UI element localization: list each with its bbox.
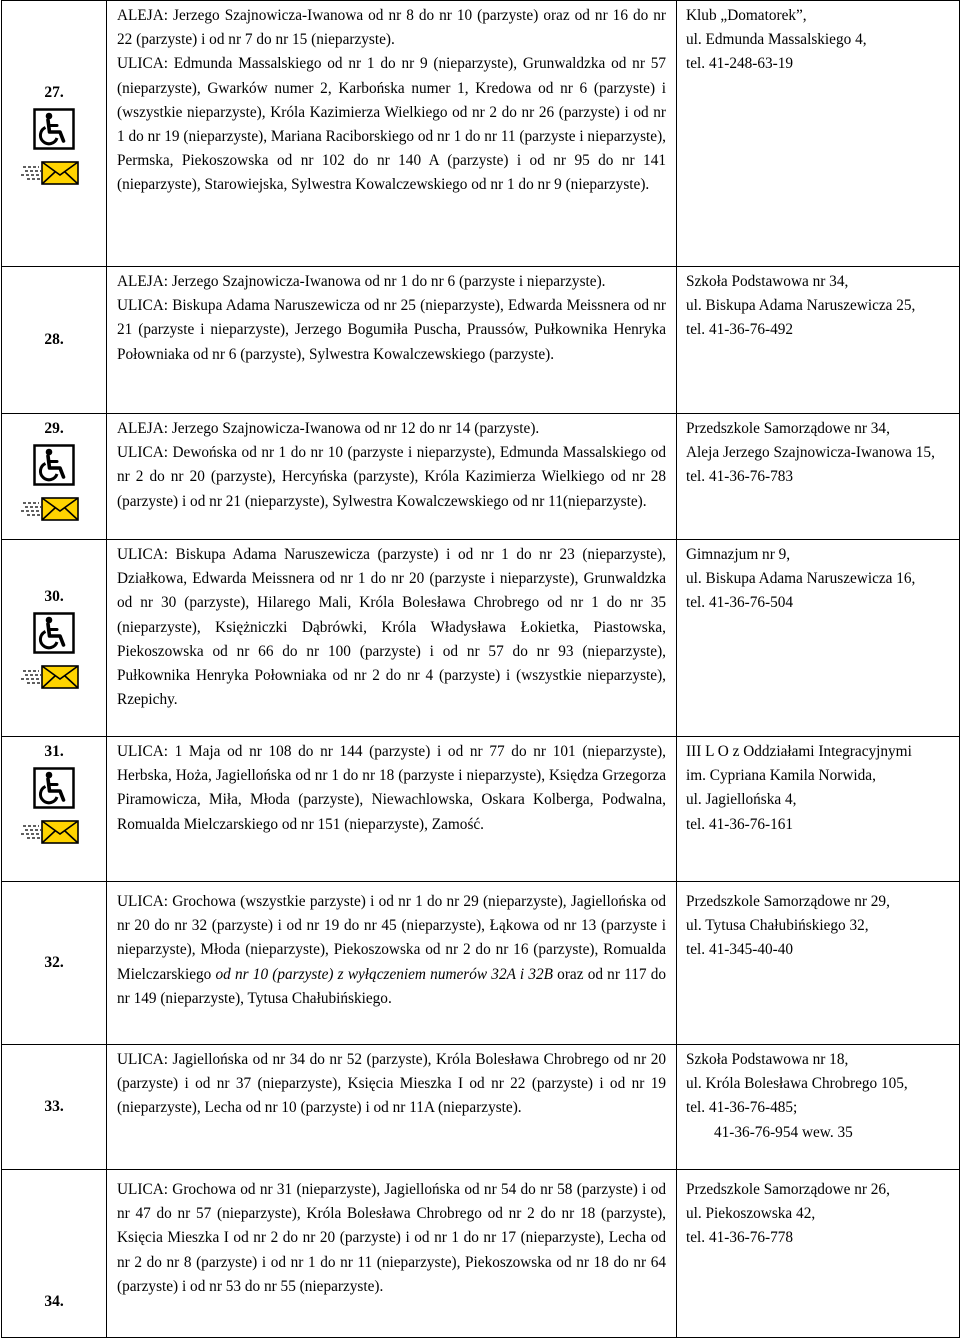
- station-address: ul. Biskupa Adama Naruszewicza 25,: [686, 297, 916, 315]
- paragraph-text: Dewońska od nr 1 do nr 10 (parzyste i nieparzyste), Edmunda Massalskiego od nr 2 do nr 20 (parzyste), Hercyńska (parzyste), Króla Kazimierza Wielkiego od nr 28 (parzyste) i od nr 21 (nieparzyste), Sylwestra Kowalczewskiego od nr 11(nieparzyste).: [117, 444, 666, 510]
- station-phone: tel. 41-36-76-778: [686, 1229, 794, 1247]
- paragraph-italic-note: od nr 10 (parzyste) z wyłączeniem numerów 32A i 32B: [215, 965, 553, 983]
- district-number: 28.: [44, 331, 64, 348]
- district-streets-cell: [107, 882, 677, 1045]
- district-streets-cell: [107, 1170, 677, 1338]
- street-paragraph: [117, 417, 666, 441]
- paragraph-text: Grochowa (wszystkie parzyste) i od nr 1 do nr 29 (nieparzyste), Jagiellońska od nr 20 do nr 32 (parzyste) i od nr 19 do nr 45 (nieparzyste), Łąkowa od nr 13 (parzyste i nieparzyste), Młoda (nieparzyste), Piekoszowska od nr 2 do nr 16 (parzyste), Romualda Mielczarskiego: [117, 893, 666, 983]
- polling-districts-table: [1, 0, 960, 1338]
- polling-station-cell: [677, 267, 960, 414]
- street-paragraph: [117, 441, 666, 514]
- district-number: 32.: [44, 954, 64, 971]
- mail-envelope-icon: [21, 819, 81, 845]
- polling-station-cell: [677, 737, 960, 882]
- district-number-cell: [2, 1170, 107, 1338]
- paragraph-text: Jerzego Szajnowicza-Iwanowa od nr 8 do nr 10 (parzyste) oraz od nr 16 do nr 22 (parzyste) i od nr 7 do nr 15 (nieparzyste).: [117, 7, 666, 49]
- table-row: [2, 1045, 960, 1170]
- district-number-cell: [2, 1, 107, 267]
- district-streets-cell: [107, 1045, 677, 1170]
- paragraph-tail: oraz od nr 117 do nr 149 (nieparzyste), Tytusa Chałubińskiego.: [117, 965, 666, 1007]
- station-name: Szkoła Podstawowa nr 18,: [686, 1051, 849, 1068]
- paragraph-text: Biskupa Adama Naruszewicza (parzyste) i od nr 1 do nr 23 (nieparzyste), Działkowa, Edwarda Meissnera od nr 1 do nr 20 (parzyste i nieparzyste), Grunwaldzka od nr 30 (parzyste), Hilarego Mali, Króla Bolesława Chrobrego od nr 1 do nr 35 (nieparzyste), Księżniczki Dąbrówki, Króla Władysława Łokietka, Piastowska, Piekoszowska od nr 66 do nr 100 (parzyste) i od nr 57 do nr 93 (nieparzyste), Pułkownika Henryka Połowniaka od nr 2 do nr 4 (parzyste) i (wszystkie nieparzyste), Rzepichy.: [117, 546, 666, 709]
- paragraph-text: Biskupa Adama Naruszewicza od nr 25 (nieparzyste), Edwarda Meissnera od nr 21 (parzyste i nieparzyste), Jerzego Bogumiła Puscha, Praussów, Pułkownika Henryka Połowniaka od nr 6 (parzyste), Sylwestra Kowalczewskiego (parzyste).: [117, 297, 666, 363]
- district-number: 33.: [44, 1098, 64, 1115]
- station-phone: tel. 41-36-76-161: [686, 815, 794, 833]
- polling-station-cell: [677, 1170, 960, 1338]
- station-address: ul. Króla Bolesława Chrobrego 105,: [686, 1075, 908, 1093]
- street-paragraph: [117, 4, 666, 52]
- district-number: 34.: [44, 1293, 64, 1310]
- street-paragraph: [117, 890, 666, 1011]
- paragraph-text: 1 Maja od nr 108 do nr 144 (parzyste) i od nr 77 do nr 101 (nieparzyste), Herbska, Hoża, Jagiellońska od nr 1 do nr 18 (parzyste i nieparzyste), Księdza Grzegorza Piramowicza, Miła, Młoda (parzyste), Niewachlowska, Oskara Kolberga, Podwalna, Romualda Mielczarskiego od nr 151 (nieparzyste), Zamość.: [117, 743, 666, 833]
- street-paragraph: [117, 1178, 666, 1299]
- wheelchair-icon: [33, 444, 75, 486]
- table-row: [2, 267, 960, 414]
- table-row: [2, 882, 960, 1045]
- mail-envelope-icon: [21, 160, 81, 186]
- street-paragraph: [117, 270, 666, 294]
- district-number-cell: [2, 737, 107, 882]
- paragraph-lead: ALEJA:: [117, 7, 168, 24]
- district-number-cell: [2, 414, 107, 540]
- district-streets-cell: [107, 1, 677, 267]
- polling-station-cell: [677, 1, 960, 267]
- station-phone: tel. 41-36-76-783: [686, 468, 794, 486]
- paragraph-lead: ULICA:: [117, 55, 168, 73]
- district-number-cell: [2, 1045, 107, 1170]
- station-phone-extra: 41-36-76-954 wew. 35: [714, 1123, 853, 1141]
- district-number-cell: [2, 882, 107, 1045]
- paragraph-text: Jagiellońska od nr 34 do nr 52 (parzyste), Króla Bolesława Chrobrego od nr 20 (parzyste) i od nr 37 (nieparzyste), Księcia Mieszka I od nr 22 (parzyste) i od nr 19 (nieparzyste), Lecha od nr 10 (parzyste) i od nr 11A (nieparzyste).: [117, 1051, 666, 1117]
- street-paragraph: [117, 1048, 666, 1121]
- station-name: III L O z Oddziałami Integracyjnymi: [686, 743, 912, 760]
- street-paragraph: [117, 543, 666, 712]
- wheelchair-icon: [33, 767, 75, 809]
- district-number: 29.: [44, 420, 64, 437]
- station-address: ul. Jagiellońska 4,: [686, 791, 797, 809]
- district-number: 31.: [44, 743, 64, 760]
- table-row: [2, 1, 960, 267]
- table-row: [2, 1170, 960, 1338]
- table-row: [2, 540, 960, 737]
- paragraph-lead: ULICA:: [117, 1181, 168, 1198]
- polling-station-cell: [677, 1045, 960, 1170]
- station-address: ul. Piekoszowska 42,: [686, 1205, 816, 1223]
- polling-station-cell: [677, 414, 960, 540]
- district-streets-cell: [107, 267, 677, 414]
- paragraph-text: Jerzego Szajnowicza-Iwanowa od nr 1 do nr 6 (parzyste i nieparzyste).: [168, 273, 606, 290]
- district-streets-cell: [107, 414, 677, 540]
- district-number: 30.: [44, 588, 64, 605]
- station-name: Klub „Domatorek”,: [686, 7, 807, 24]
- street-paragraph: [117, 294, 666, 367]
- district-streets-cell: [107, 540, 677, 737]
- station-phone: tel. 41-36-76-492: [686, 321, 794, 339]
- district-number: 27.: [44, 83, 64, 101]
- street-paragraph: [117, 740, 666, 837]
- mail-envelope-icon: [21, 496, 81, 522]
- station-phone: tel. 41-248-63-19: [686, 55, 794, 73]
- paragraph-lead: ULICA:: [117, 444, 168, 462]
- station-name: Przedszkole Samorządowe nr 29,: [686, 893, 890, 910]
- wheelchair-icon: [33, 108, 75, 150]
- station-name: Szkoła Podstawowa nr 34,: [686, 273, 849, 290]
- mail-envelope-icon: [21, 664, 81, 690]
- paragraph-text: Jerzego Szajnowicza-Iwanowa od nr 12 do nr 14 (parzyste).: [168, 420, 540, 437]
- paragraph-lead: ULICA:: [117, 546, 168, 563]
- district-number-cell: [2, 540, 107, 737]
- wheelchair-icon: [33, 612, 75, 654]
- station-address: ul. Tytusa Chałubińskiego 32,: [686, 917, 869, 935]
- station-address: ul. Biskupa Adama Naruszewicza 16,: [686, 570, 916, 588]
- paragraph-text: Edmunda Massalskiego od nr 1 do nr 9 (nieparzyste), Grunwaldzka od nr 57 (nieparzyste), Gwarków numer 2, Karbońska numer 1, Kredowa od nr 6 (parzyste) i (wszystkie nieparzyste), Króla Kazimierza Wielkiego od nr 2 do nr 26 (parzyste) i od nr 1 do nr 19 (nieparzyste), Mariana Raciborskiego od nr 1 do nr 11 (parzyste i nieparzyste), Permska, Piekoszowska od nr 102 do nr 140 A (parzyste) i od nr 95 do nr 141 (nieparzyste), Starowiejska, Sylwestra Kowalczewskiego od nr 1 do nr 9 (nieparzyste).: [117, 55, 666, 194]
- station-phone: tel. 41-36-76-485;: [686, 1099, 798, 1117]
- district-number-cell: [2, 267, 107, 414]
- station-patron: im. Cypriana Kamila Norwida,: [686, 767, 876, 785]
- polling-station-cell: [677, 882, 960, 1045]
- paragraph-lead: ULICA:: [117, 743, 168, 760]
- street-paragraph: [117, 52, 666, 197]
- paragraph-lead: ULICA:: [117, 1051, 168, 1068]
- station-address: Aleja Jerzego Szajnowicza-Iwanowa 15,: [686, 444, 935, 462]
- station-phone: tel. 41-345-40-40: [686, 941, 794, 959]
- station-phone: tel. 41-36-76-504: [686, 594, 794, 612]
- polling-station-cell: [677, 540, 960, 737]
- paragraph-lead: ALEJA:: [117, 273, 168, 290]
- station-address: ul. Edmunda Massalskiego 4,: [686, 31, 867, 49]
- paragraph-lead: ULICA:: [117, 893, 168, 910]
- paragraph-lead: ALEJA:: [117, 420, 168, 437]
- district-streets-cell: [107, 737, 677, 882]
- station-name: Przedszkole Samorządowe nr 26,: [686, 1181, 890, 1198]
- table-row: [2, 737, 960, 882]
- table-row: [2, 414, 960, 540]
- paragraph-lead: ULICA:: [117, 297, 168, 315]
- station-name: Przedszkole Samorządowe nr 34,: [686, 420, 890, 437]
- station-name: Gimnazjum nr 9,: [686, 546, 791, 563]
- paragraph-text: Grochowa od nr 31 (nieparzyste), Jagiellońska od nr 54 do nr 58 (parzyste) i od nr 47 do nr 57 (nieparzyste), Króla Bolesława Chrobrego od nr 2 do nr 18 (parzyste), Księcia Mieszka I od nr 2 do nr 20 (parzyste) i od nr 1 do nr 17 (nieparzyste), Lecha od nr 2 do nr 8 (parzyste) i od nr 1 do nr 11 (nieparzyste), Piekoszowska od nr 18 do nr 64 (parzyste) i od nr 53 do nr 55 (nieparzyste).: [117, 1181, 666, 1295]
